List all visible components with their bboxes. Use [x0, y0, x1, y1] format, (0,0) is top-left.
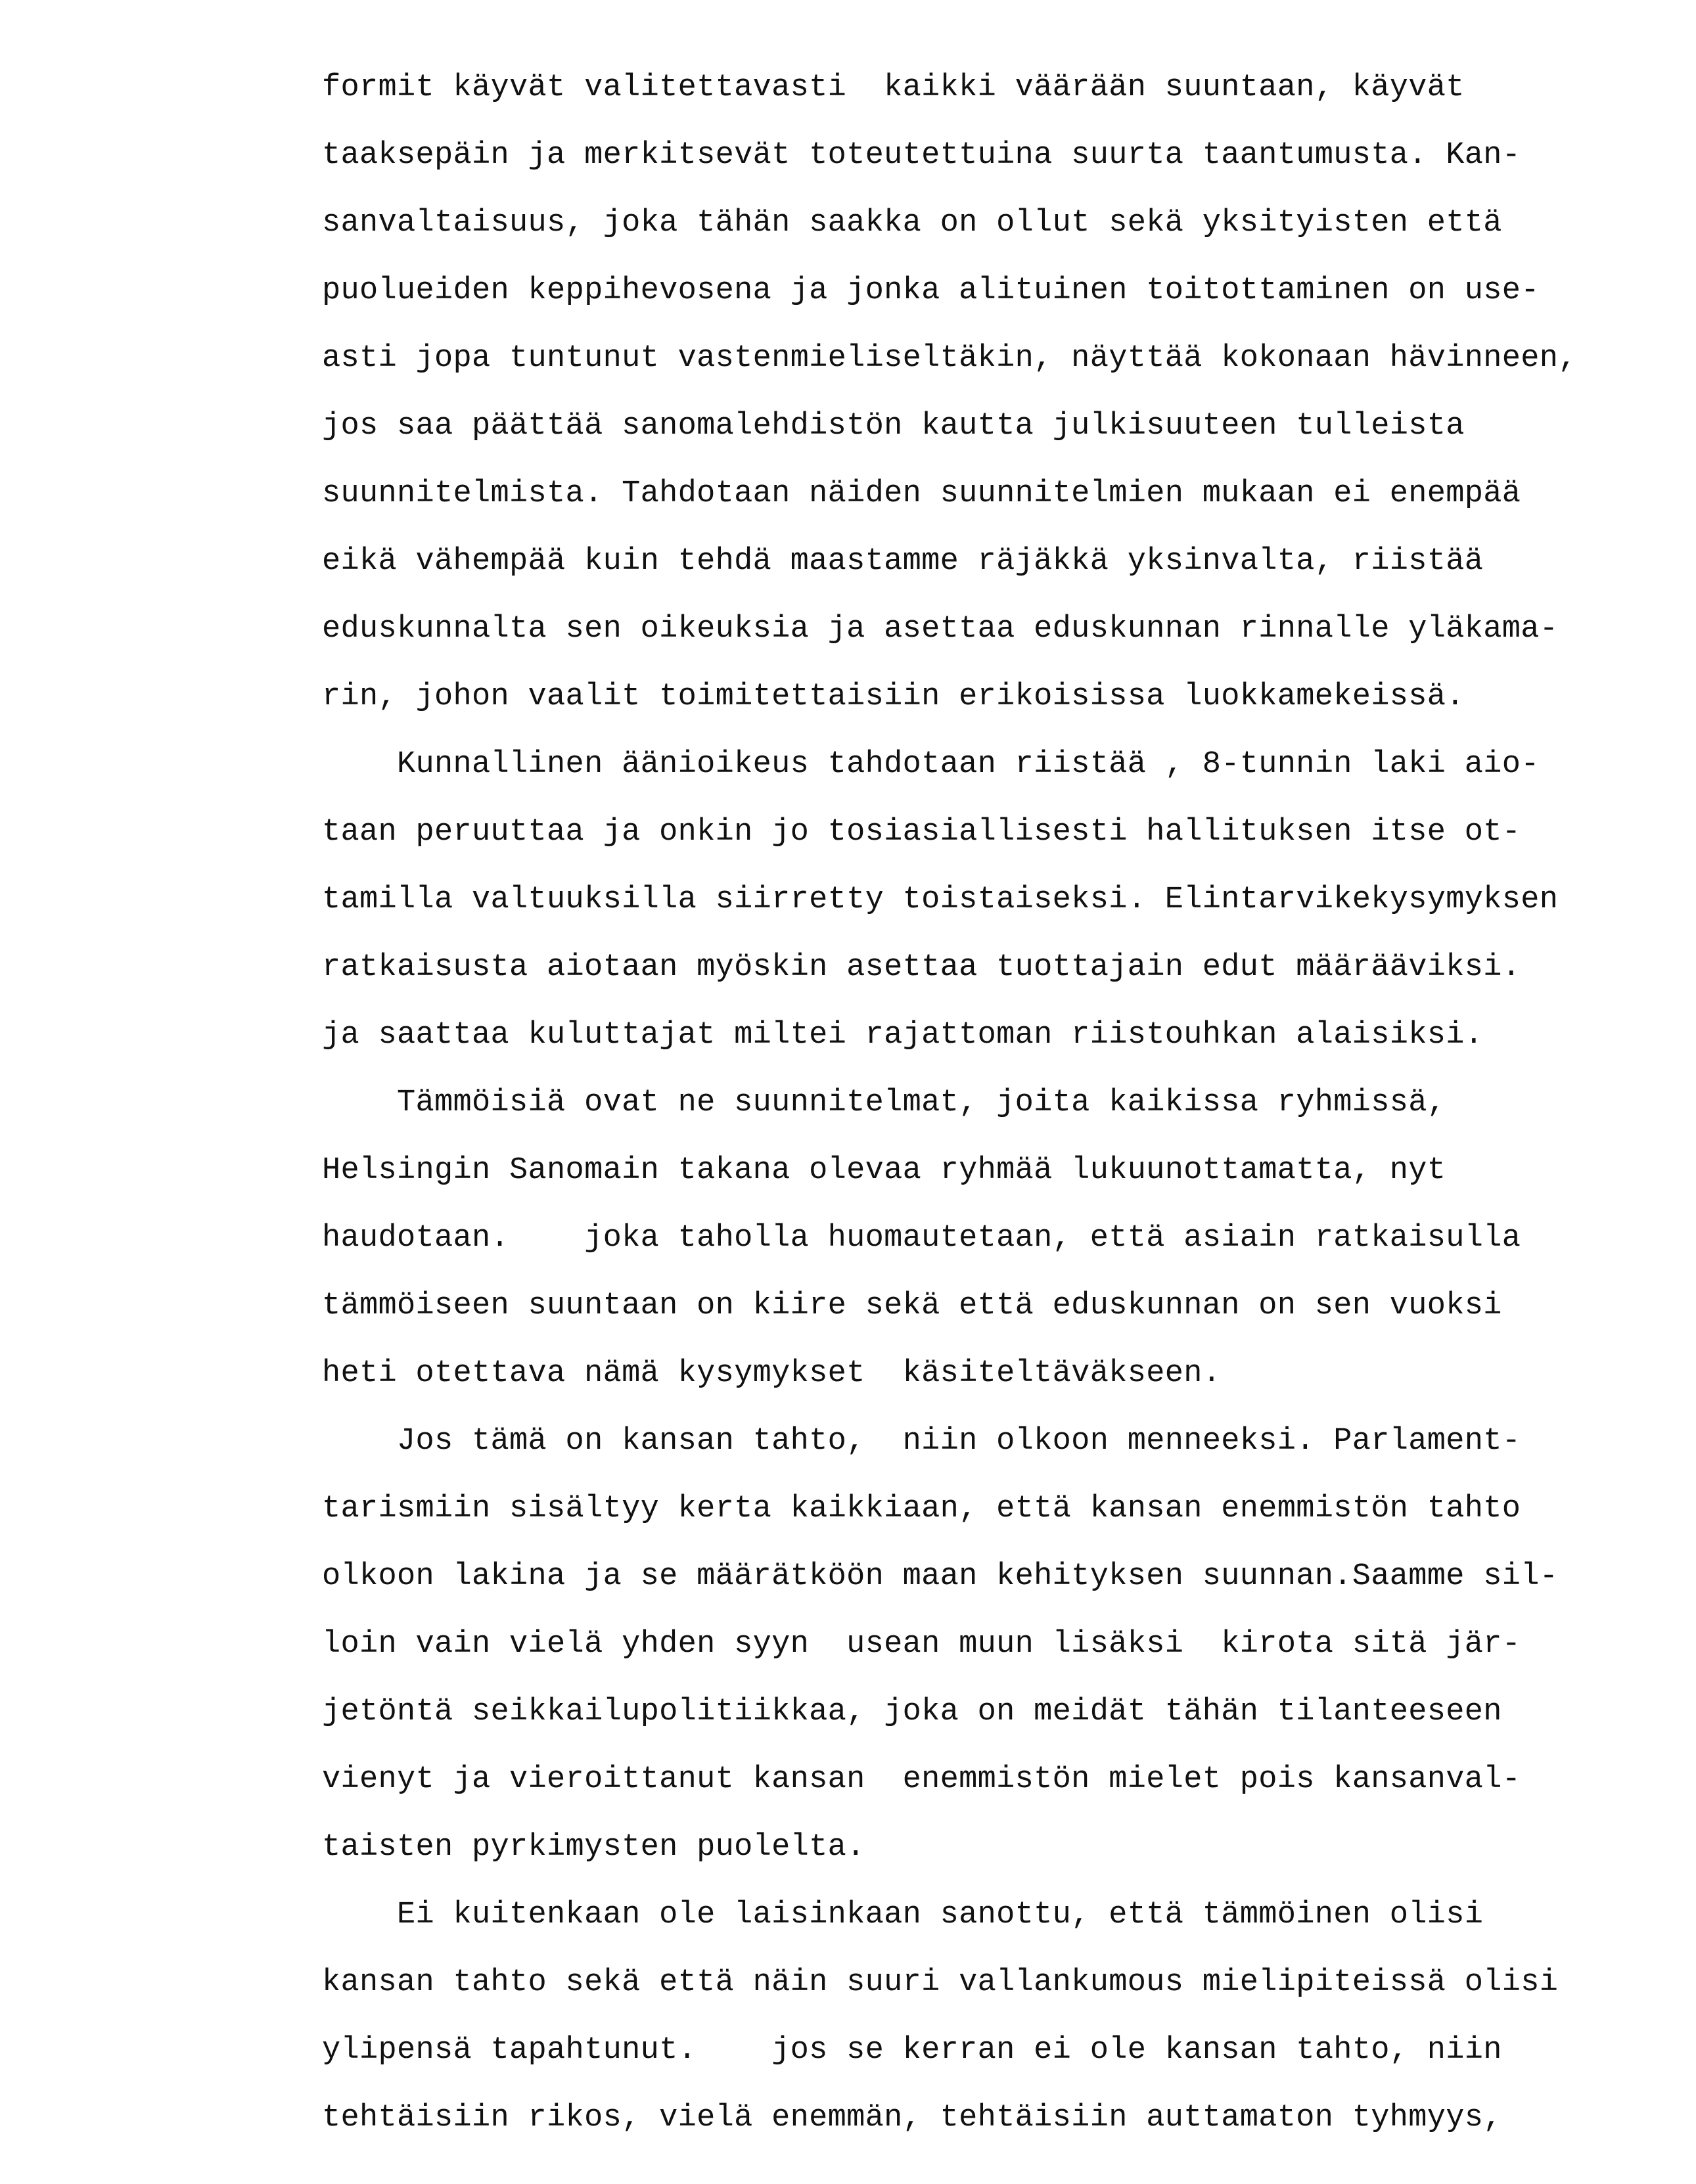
- text-line-13: tamilla valtuuksilla siirretty toistaiseksi. Elintarvikekysymyksen: [322, 882, 1559, 917]
- text-line-11: Kunnallinen äänioikeus tahdotaan riistää , 8-tunnin laki aio-: [322, 747, 1540, 782]
- text-line-16: Tämmöisiä ovat ne suunnitelmat, joita kaikissa ryhmissä,: [322, 1085, 1446, 1120]
- text-line-24: loin vain vielä yhden syyn usean muun lisäksi kirota sitä jär-: [322, 1627, 1521, 1662]
- text-line-5: asti jopa tuntunut vastenmieliseltäkin, näyttää kokonaan hävinneen,: [322, 341, 1577, 376]
- text-line-18: haudotaan. joka taholla huomautetaan, että asiain ratkaisulla: [322, 1221, 1521, 1256]
- text-line-7: suunnitelmista. Tahdotaan näiden suunnitelmien mukaan ei enempää: [322, 476, 1521, 511]
- text-line-19: tämmöiseen suuntaan on kiire sekä että eduskunnan on sen vuoksi: [322, 1288, 1502, 1323]
- text-line-12: taan peruuttaa ja onkin jo tosiasiallisesti hallituksen itse ot-: [322, 815, 1521, 850]
- text-line-30: ylipensä tapahtunut. jos se kerran ei ole kansan tahto, niin: [322, 2033, 1502, 2068]
- text-line-6: jos saa päättää sanomalehdistön kautta julkisuuteen tulleista: [322, 409, 1465, 444]
- text-line-10: rin, johon vaalit toimitettaisiin erikoisissa luokkamekeissä.: [322, 679, 1465, 714]
- text-line-29: kansan tahto sekä että näin suuri vallankumous mielipiteissä olisi: [322, 1965, 1559, 2000]
- text-line-14: ratkaisusta aiotaan myöskin asettaa tuottajain edut määrääviksi.: [322, 950, 1521, 985]
- text-line-3: sanvaltaisuus, joka tähän saakka on ollut sekä yksityisten että: [322, 206, 1502, 240]
- text-line-21: Jos tämä on kansan tahto, niin olkoon menneeksi. Parlament-: [322, 1424, 1521, 1459]
- text-line-25: jetöntä seikkailupolitiikkaa, joka on meidät tähän tilanteeseen: [322, 1695, 1502, 1729]
- text-line-23: olkoon lakina ja se määrätköön maan kehityksen suunnan.Saamme sil-: [322, 1559, 1559, 1594]
- text-line-20: heti otettava nämä kysymykset käsiteltäväkseen.: [322, 1356, 1222, 1391]
- text-line-31: tehtäisiin rikos, vielä enemmän, tehtäisiin auttamaton tyhmyys,: [322, 2101, 1502, 2135]
- text-line-27: taisten pyrkimysten puolelta.: [322, 1830, 865, 1865]
- text-line-22: tarismiin sisältyy kerta kaikkiaan, että kansan enemmistön tahto: [322, 1491, 1521, 1526]
- text-line-8: eikä vähempää kuin tehdä maastamme räjäkkä yksinvalta, riistää: [322, 544, 1484, 579]
- text-line-28: Ei kuitenkaan ole laisinkaan sanottu, että tämmöinen olisi: [322, 1898, 1484, 1932]
- text-line-2: taaksepäin ja merkitsevät toteutettuina suurta taantumusta. Kan-: [322, 138, 1521, 173]
- page-text: [322, 54, 1649, 2152]
- text-line-1: formit käyvät valitettavasti kaikki väärään suuntaan, käyvät: [322, 70, 1465, 105]
- text-line-26: vienyt ja vieroittanut kansan enemmistön mielet pois kansanval-: [322, 1762, 1521, 1797]
- text-line-15: ja saattaa kuluttajat miltei rajattoman riistouhkan alaisiksi.: [322, 1018, 1484, 1053]
- text-line-4: puolueiden keppihevosena ja jonka alituinen toitottaminen on use-: [322, 273, 1540, 308]
- text-line-17: Helsingin Sanomain takana olevaa ryhmää lukuunottamatta, nyt: [322, 1153, 1446, 1188]
- text-line-9: eduskunnalta sen oikeuksia ja asettaa eduskunnan rinnalle yläkama-: [322, 612, 1559, 647]
